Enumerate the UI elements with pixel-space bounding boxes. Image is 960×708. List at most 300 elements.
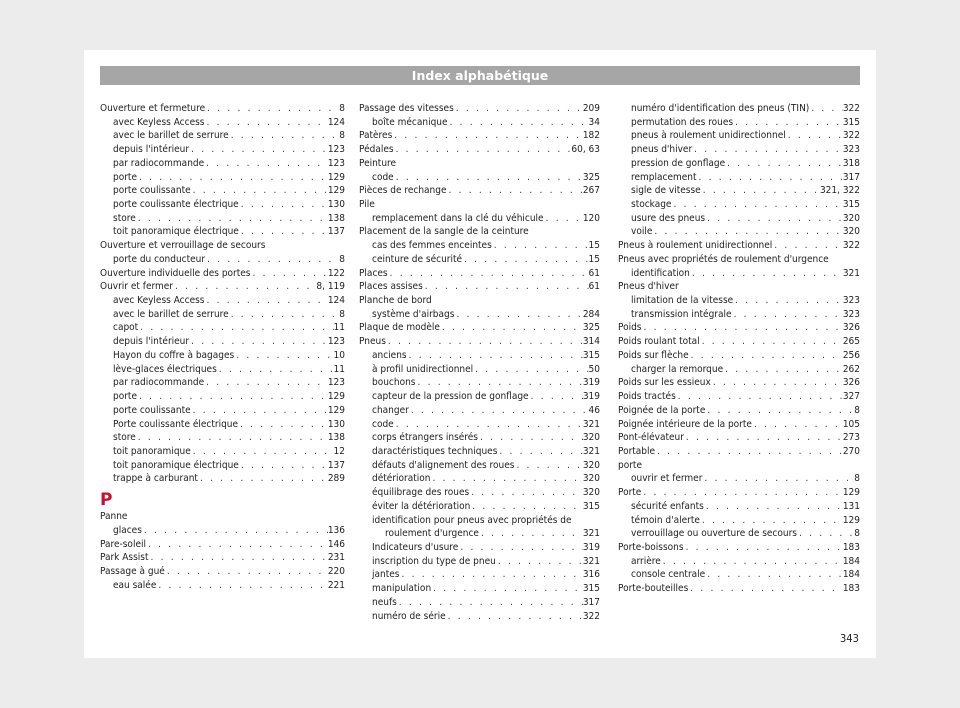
- entry-term: Plaque de modèle: [359, 322, 440, 334]
- index-subentry: [100, 322, 345, 336]
- dot-leader: [204, 294, 327, 308]
- index-subentry: [359, 349, 600, 363]
- entry-term: Pédales: [359, 144, 394, 156]
- dot-leader: [239, 225, 328, 239]
- entry-page-ref: 320: [582, 473, 600, 485]
- dot-leader: [205, 102, 339, 116]
- dot-leader: [705, 404, 854, 418]
- dot-leader: [752, 418, 843, 432]
- index-subentry: [618, 555, 860, 569]
- entry-term: avec le barillet de serrure: [113, 130, 229, 142]
- dot-leader: [786, 129, 843, 143]
- index-subentry: [100, 157, 345, 171]
- entry-page-ref: 8: [339, 130, 345, 142]
- entry-page-ref: 11: [333, 322, 345, 334]
- entry-page-ref: 123: [327, 157, 345, 169]
- index-subentry: [359, 500, 600, 514]
- entry-page-ref: 321: [582, 418, 600, 430]
- index-subentry: [359, 363, 600, 377]
- entry-term: manipulation: [372, 583, 432, 595]
- entry-page-ref: 131: [842, 500, 860, 512]
- entry-page-ref: 129: [842, 514, 860, 526]
- entry-term: daractéristiques techniques: [372, 445, 498, 457]
- index-subentry: [618, 116, 860, 130]
- index-subentry: [618, 514, 860, 528]
- dot-leader: [697, 171, 843, 185]
- index-column-2: [359, 102, 600, 623]
- dot-leader: [415, 376, 582, 390]
- index-entry: [359, 294, 600, 308]
- index-entry: [100, 267, 345, 281]
- entry-term: équilibrage des roues: [372, 487, 470, 499]
- dot-leader: [394, 143, 572, 157]
- dot-leader: [676, 390, 843, 404]
- entry-page-ref: 265: [842, 336, 860, 348]
- dot-leader: [142, 524, 328, 538]
- index-entry: [359, 143, 600, 157]
- entry-page-ref: 315: [582, 500, 600, 512]
- dot-leader: [407, 349, 583, 363]
- dot-leader: [704, 500, 843, 514]
- entry-term: stockage: [631, 199, 672, 211]
- entry-page-ref: 323: [842, 308, 860, 320]
- index-subentry: [618, 198, 860, 212]
- entry-term: Portable: [618, 445, 656, 457]
- entry-term: avec Keyless Access: [113, 295, 205, 307]
- entry-term: porte: [618, 459, 642, 471]
- entry-term: store: [113, 212, 136, 224]
- entry-term: Planche de bord: [359, 295, 432, 307]
- dot-leader: [733, 116, 843, 130]
- entry-term: boîte mécanique: [372, 116, 448, 128]
- entry-term: pression de gonflage: [631, 157, 726, 169]
- page-header: Index alphabétique: [100, 66, 860, 85]
- entry-term: Pare-soleil: [100, 538, 146, 550]
- entry-page-ref: 209: [582, 102, 600, 114]
- dot-leader: [723, 363, 843, 377]
- dot-leader: [733, 294, 843, 308]
- index-column-3: [618, 102, 860, 596]
- index-subentry: [359, 308, 600, 322]
- dot-leader: [772, 239, 843, 253]
- dot-leader: [514, 459, 582, 473]
- index-entry: [618, 322, 860, 336]
- index-entry: [618, 280, 860, 294]
- index-entry: [618, 349, 860, 363]
- dot-leader: [454, 308, 582, 322]
- entry-term: depuis l'intérieur: [113, 336, 190, 348]
- index-subentry: [359, 486, 600, 500]
- index-entry: [100, 510, 345, 524]
- entry-term: avec Keyless Access: [113, 116, 205, 128]
- entry-page-ref: 320: [582, 432, 600, 444]
- entry-term: Pneus d'hiver: [618, 281, 679, 293]
- index-subentry: [100, 198, 345, 212]
- entry-page-ref: 320: [842, 212, 860, 224]
- entry-page-ref: 136: [327, 524, 345, 536]
- entry-page-ref: 8: [339, 253, 345, 265]
- index-subentry: [618, 171, 860, 185]
- entry-page-ref: 10: [333, 349, 345, 361]
- entry-term: numéro de série: [372, 610, 446, 622]
- entry-term: remplacement: [631, 171, 697, 183]
- entry-page-ref: 322: [842, 240, 860, 252]
- index-subentry: [100, 335, 345, 349]
- entry-term: Pièces de rechange: [359, 185, 447, 197]
- dot-leader: [705, 212, 843, 226]
- entry-page-ref: 319: [582, 541, 600, 553]
- dot-leader: [189, 335, 328, 349]
- index-subentry: [100, 363, 345, 377]
- entry-page-ref: 61: [588, 281, 600, 293]
- entry-term: glaces: [113, 524, 142, 536]
- dot-leader: [392, 129, 583, 143]
- dot-leader: [397, 596, 583, 610]
- entry-term: remplacement dans la clé du véhicule: [372, 212, 544, 224]
- entry-term: défauts d'alignement des roues: [372, 459, 515, 471]
- index-subentry: [100, 294, 345, 308]
- dot-leader: [448, 116, 589, 130]
- entry-term: roulement d'urgence: [385, 528, 479, 540]
- entry-term: détérioration: [372, 473, 431, 485]
- entry-page-ref: 184: [842, 555, 860, 567]
- entry-page-ref: 319: [582, 391, 600, 403]
- index-subentry: [359, 418, 600, 432]
- index-entry: [618, 582, 860, 596]
- dot-leader: [204, 376, 328, 390]
- dot-leader: [809, 102, 843, 116]
- entry-term: Poids sur flèche: [618, 349, 689, 361]
- entry-page-ref: 284: [582, 308, 600, 320]
- entry-page-ref: 322: [582, 610, 600, 622]
- entry-term: Poids sur les essieux: [618, 377, 711, 389]
- dot-leader: [394, 418, 583, 432]
- dot-leader: [146, 538, 328, 552]
- entry-term: Pneus avec propriétés de roulement d'urgence: [618, 253, 829, 265]
- entry-term: Pont-élévateur: [618, 432, 684, 444]
- entry-page-ref: 105: [842, 418, 860, 430]
- index-subentry: [359, 610, 600, 624]
- entry-page-ref: 129: [327, 185, 345, 197]
- entry-term: Indicateurs d'usure: [372, 541, 459, 553]
- entry-page-ref: 220: [327, 565, 345, 577]
- dot-leader: [205, 253, 339, 267]
- dot-leader: [700, 335, 843, 349]
- index-entry: [618, 335, 860, 349]
- entry-term: porte: [113, 391, 137, 403]
- entry-term: Poignée de la porte: [618, 404, 706, 416]
- index-entry: [100, 538, 345, 552]
- entry-term: store: [113, 432, 136, 444]
- index-entry: [618, 390, 860, 404]
- entry-page-ref: 326: [842, 377, 860, 389]
- dot-leader: [191, 184, 328, 198]
- entry-term: toit panoramique électrique: [113, 459, 239, 471]
- entry-term: trappe à carburant: [113, 473, 198, 485]
- entry-term: ceinture de sécurité: [372, 253, 463, 265]
- dot-leader: [430, 472, 582, 486]
- index-entry: [100, 280, 345, 294]
- entry-term: par radiocommande: [113, 157, 205, 169]
- entry-term: porte du conducteur: [113, 253, 206, 265]
- index-subentry: [618, 294, 860, 308]
- entry-page-ref: 61: [588, 267, 600, 279]
- entry-term: à profil unidirectionnel: [372, 363, 474, 375]
- dot-leader: [394, 171, 583, 185]
- index-subentry: [359, 404, 600, 418]
- entry-page-ref: 267: [582, 185, 600, 197]
- index-subentry: [359, 239, 600, 253]
- entry-page-ref: 322: [842, 130, 860, 142]
- index-subentry: [100, 349, 345, 363]
- index-subentry: [359, 596, 600, 610]
- entry-term: sigle de vitesse: [631, 185, 701, 197]
- entry-term: Ouverture et fermeture: [100, 102, 206, 114]
- index-entry: [618, 376, 860, 390]
- dot-leader: [641, 486, 842, 500]
- entry-page-ref: 323: [842, 144, 860, 156]
- index-subentry: [618, 212, 860, 226]
- entry-term: code: [372, 418, 394, 430]
- dot-leader: [479, 527, 583, 541]
- entry-term: identification: [631, 267, 690, 279]
- dot-leader: [692, 143, 843, 157]
- entry-page-ref: 129: [327, 171, 345, 183]
- entry-page-ref: 129: [327, 404, 345, 416]
- entry-term: identification pour pneus avec propriétés de: [372, 514, 572, 526]
- entry-page-ref: 321: [842, 267, 860, 279]
- entry-term: témoin d'alerte: [631, 514, 700, 526]
- dot-leader: [156, 579, 327, 593]
- entry-term: limitation de la vitesse: [631, 295, 734, 307]
- index-section-letter: P: [100, 490, 113, 511]
- index-subentry: [359, 376, 600, 390]
- entry-page-ref: 12: [333, 445, 345, 457]
- dot-leader: [705, 568, 843, 582]
- entry-term: transmission intégrale: [631, 308, 732, 320]
- entry-page-ref: 34: [588, 116, 600, 128]
- entry-page-ref: 124: [327, 116, 345, 128]
- dot-leader: [204, 157, 328, 171]
- dot-leader: [165, 565, 328, 579]
- entry-term: porte: [113, 171, 137, 183]
- index-subentry: [100, 445, 345, 459]
- entry-term: usure des pneus: [631, 212, 706, 224]
- index-entry: [359, 102, 600, 116]
- index-entry: [100, 551, 345, 565]
- entry-page-ref: 289: [327, 473, 345, 485]
- entry-term: système d'airbags: [372, 308, 455, 320]
- entry-page-ref: 120: [582, 212, 600, 224]
- entry-page-ref: 270: [842, 445, 860, 457]
- entry-term: Pneus à roulement unidirectionnel: [618, 240, 773, 252]
- index-subentry: [618, 157, 860, 171]
- entry-term: lève-glaces électriques: [113, 363, 217, 375]
- entry-page-ref: 15: [588, 253, 600, 265]
- dot-leader: [688, 582, 843, 596]
- dot-leader: [446, 610, 583, 624]
- entry-page-ref: 8: [854, 473, 860, 485]
- entry-term: Poids roulant total: [618, 336, 700, 348]
- entry-term: charger la remorque: [631, 363, 724, 375]
- entry-page-ref: 138: [327, 212, 345, 224]
- entry-term: éviter la détérioration: [372, 500, 471, 512]
- entry-page-ref: 129: [842, 487, 860, 499]
- index-subentry: [618, 129, 860, 143]
- entry-page-ref: 318: [842, 157, 860, 169]
- entry-term: Peinture: [359, 157, 397, 169]
- entry-page-ref: 322: [842, 102, 860, 114]
- entry-page-ref: 273: [842, 432, 860, 444]
- entry-page-ref: 317: [582, 596, 600, 608]
- entry-page-ref: 326: [842, 322, 860, 334]
- dot-leader: [689, 349, 843, 363]
- entry-page-ref: 129: [327, 391, 345, 403]
- index-subentry: [618, 568, 860, 582]
- dot-leader: [529, 390, 583, 404]
- dot-leader: [173, 280, 316, 294]
- entry-page-ref: 321: [582, 445, 600, 457]
- entry-term: porte coulissante: [113, 404, 191, 416]
- dot-leader: [684, 431, 843, 445]
- dot-leader: [470, 500, 583, 514]
- index-entry: [618, 239, 860, 253]
- dot-leader: [238, 418, 328, 432]
- dot-leader: [447, 184, 583, 198]
- entry-page-ref: 146: [327, 538, 345, 550]
- entry-term: Placement de la sangle de la ceinture: [359, 226, 529, 238]
- dot-leader: [497, 445, 582, 459]
- entry-term: jantes: [372, 569, 400, 581]
- index-entry: [359, 198, 600, 212]
- index-subentry: [100, 376, 345, 390]
- index-subentry: [100, 184, 345, 198]
- entry-term: Pile: [359, 199, 375, 211]
- dot-leader: [655, 445, 843, 459]
- index-entry: [618, 431, 860, 445]
- entry-page-ref: 122: [327, 267, 345, 279]
- index-entry: [618, 486, 860, 500]
- entry-term: Porte: [618, 487, 642, 499]
- index-subentry: [618, 225, 860, 239]
- dot-leader: [701, 184, 820, 198]
- index-subentry: [359, 472, 600, 486]
- entry-term: neufs: [372, 596, 397, 608]
- entry-term: changer: [372, 404, 409, 416]
- dot-leader: [189, 143, 328, 157]
- dot-leader: [136, 212, 328, 226]
- entry-term: toit panoramique: [113, 445, 191, 457]
- index-entry: [100, 102, 345, 116]
- entry-page-ref: 320: [842, 226, 860, 238]
- entry-page-ref: 8: [854, 528, 860, 540]
- dot-leader: [454, 102, 583, 116]
- index-subentry: [100, 472, 345, 486]
- index-subentry: [359, 541, 600, 555]
- entry-term: Porte coulissante électrique: [113, 418, 239, 430]
- entry-page-ref: 123: [327, 336, 345, 348]
- index-entry: [359, 280, 600, 294]
- entry-term: ouvrir et fermer: [631, 473, 703, 485]
- index-subentry: [100, 524, 345, 538]
- entry-page-ref: 327: [842, 391, 860, 403]
- dot-leader: [700, 514, 843, 528]
- dot-leader: [191, 445, 334, 459]
- entry-page-ref: 321, 322: [819, 185, 860, 197]
- index-column-1: [100, 102, 345, 592]
- dot-leader: [136, 431, 328, 445]
- entry-page-ref: 138: [327, 432, 345, 444]
- dot-leader: [239, 198, 328, 212]
- dot-leader: [544, 212, 583, 226]
- index-subentry: [100, 390, 345, 404]
- dot-leader: [652, 225, 842, 239]
- index-entry: [618, 418, 860, 432]
- entry-page-ref: 183: [842, 541, 860, 553]
- entry-term: Patères: [359, 130, 393, 142]
- index-subentry: [100, 431, 345, 445]
- dot-leader: [661, 555, 843, 569]
- entry-page-ref: 60, 63: [571, 144, 600, 156]
- dot-leader: [478, 431, 583, 445]
- entry-page-ref: 123: [327, 144, 345, 156]
- dot-leader: [797, 527, 854, 541]
- entry-page-ref: 221: [327, 579, 345, 591]
- index-subentry: [359, 582, 600, 596]
- dot-leader: [399, 568, 582, 582]
- dot-leader: [469, 486, 583, 500]
- entry-page-ref: 11: [333, 363, 345, 375]
- entry-term: arrière: [631, 555, 661, 567]
- index-entry: [359, 335, 600, 349]
- index-entry: [618, 459, 860, 473]
- entry-term: bouchons: [372, 377, 416, 389]
- entry-page-ref: 130: [327, 418, 345, 430]
- index-subentry: [618, 267, 860, 281]
- dot-leader: [191, 404, 328, 418]
- entry-page-ref: 315: [582, 583, 600, 595]
- dot-leader: [138, 322, 333, 336]
- index-subentry: [100, 404, 345, 418]
- dot-leader: [217, 363, 334, 377]
- entry-page-ref: 319: [582, 377, 600, 389]
- index-subentry: [618, 500, 860, 514]
- index-subentry: [100, 459, 345, 473]
- entry-term: porte coulissante électrique: [113, 199, 239, 211]
- dot-leader: [690, 267, 843, 281]
- index-entry: [359, 129, 600, 143]
- dot-leader: [440, 322, 583, 336]
- entry-page-ref: 262: [842, 363, 860, 375]
- dot-leader: [641, 322, 842, 336]
- dot-leader: [496, 555, 583, 569]
- dot-leader: [702, 472, 854, 486]
- dot-leader: [229, 129, 340, 143]
- dot-leader: [137, 171, 328, 185]
- index-subentry: [100, 418, 345, 432]
- dot-leader: [423, 280, 589, 294]
- index-entry: [359, 322, 600, 336]
- index-subentry: [618, 102, 860, 116]
- entry-term: voile: [631, 226, 653, 238]
- index-entry: [618, 253, 860, 267]
- entry-term: Porte-bouteilles: [618, 583, 689, 595]
- index-subentry: [100, 308, 345, 322]
- index-subentry: [100, 253, 345, 267]
- index-subentry: [359, 445, 600, 459]
- index-subentry: [100, 116, 345, 130]
- dot-leader: [732, 308, 843, 322]
